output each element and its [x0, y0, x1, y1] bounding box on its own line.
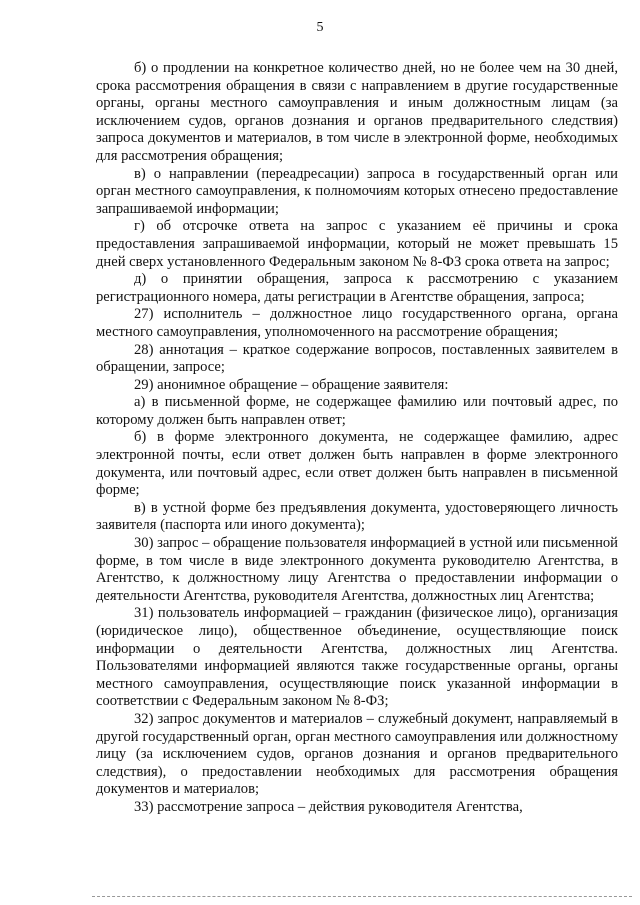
paragraph-28-annotation: 28) аннотация – краткое содержание вопросов, поставленных заявителем в обращении, запросе;	[96, 341, 618, 376]
paragraph-g-postponement: г) об отсрочке ответа на запрос с указанием её причины и срока предоставления запрашиваемой информации, который не может превышать 15 дней сверх установленного Федеральным законом № 8-ФЗ срока ответа на запрос;	[96, 218, 618, 270]
paragraph-29-v-oral: в) в устной форме без предъявления документа, удостоверяющего личность заявителя (паспорта или иного документа);	[96, 499, 618, 534]
paragraph-29-anonymous: 29) анонимное обращение – обращение заявителя:	[134, 376, 449, 393]
document-body	[96, 60, 618, 817]
scan-edge-line	[92, 896, 632, 897]
page-number: 5	[316, 20, 324, 35]
paragraph-27-executor: 27) исполнитель – должностное лицо государственного органа, органа местного самоуправления, уполномоченного на рассмотрение обращения;	[96, 306, 618, 340]
paragraph-29-a-written: а) в письменной форме, не содержащее фамилию или почтовый адрес, по которому должен быть направлен ответ;	[96, 394, 618, 428]
paragraph-29-b-electronic: б) в форме электронного документа, не содержащее фамилию, адрес электронной почты, если ответ должен быть направлен в форме электронного документа, или почтовый адрес, если ответ должен быть направлен в письменной форме;	[96, 429, 618, 499]
paragraph-31-user: 31) пользователь информацией – гражданин (физическое лицо), организация (юридическое лицо), общественное объединение, осуществляющие поиск информации о деятельности Агентства, должностных лиц Агентства. Пользователями информацией являются также государственные органы, органы местного самоуправления, осуществляющие поиск указанной информации в соответствии с Федеральным законом № 8-ФЗ;	[96, 605, 618, 710]
paragraph-v-redirection: в) о направлении (переадресации) запроса в государственный орган или орган местного самоуправления, к полномочиям которых отнесено предоставление запрашиваемой информации;	[96, 165, 618, 217]
paragraph-30-request: 30) запрос – обращение пользователя информацией в устной или письменной форме, в том числе в виде электронного документа руководителю Агентства, в Агентство, к должностному лицу Агентства о предоставлении информации о деятельности Агентства, руководителя Агентства, должностных лиц Агентства;	[96, 535, 618, 604]
paragraph-32-documents-request: 32) запрос документов и материалов – служебный документ, направляемый в другой государственный орган, орган местного самоуправления или должностному лицу (за исключением судов, органов дознания и органов предварительного следствия), о предоставлении необходимых для рассмотрения обращения документов и материалов;	[96, 710, 618, 798]
paragraph-b-extension: б) о продлении на конкретное количество дней, но не более чем на 30 дней, срока рассмотрения обращения в связи с направлением в другие государственные органы, органы местного самоуправления и иным должностным лицам (за исключением судов, органов дознания и органов предварительного следствия) запроса документов и материалов, в том числе в электронной форме, необходимых для рассмотрения обращения;	[96, 60, 618, 164]
paragraph-33-consideration: 33) рассмотрение запроса – действия руководителя Агентства,	[134, 798, 523, 815]
paragraph-d-acceptance: д) о принятии обращения, запроса к рассмотрению с указанием регистрационного номера, даты регистрации в Агентстве обращения, запроса;	[96, 271, 618, 305]
